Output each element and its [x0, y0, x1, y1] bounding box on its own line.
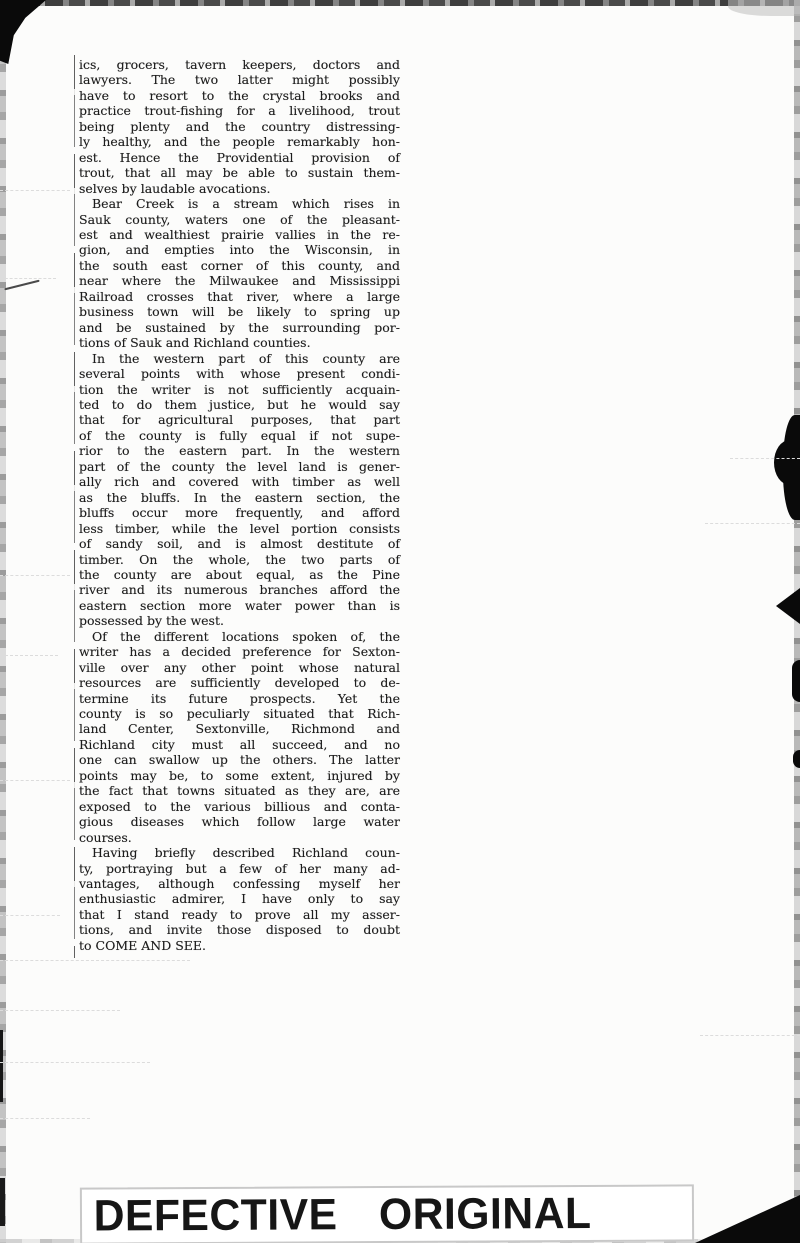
scan-artifact-left-streak: [0, 1030, 3, 1102]
article-line: less timber, while the level portion consists: [79, 520, 400, 536]
article-line: the county are about equal, as the Pine: [79, 566, 400, 582]
article-line: ics, grocers, tavern keepers, doctors and: [79, 57, 400, 72]
article-line: Richland city must all succeed, and no: [79, 736, 400, 752]
article-line: and be sustained by the surrounding por-: [79, 319, 400, 335]
fold-line: [0, 915, 60, 916]
scan-artifact-bottom-right-wedge: [695, 1195, 800, 1243]
fold-line: [700, 1035, 800, 1036]
scan-artifact-right-blob: [792, 660, 800, 702]
article-line: possessed by the west.: [79, 613, 224, 629]
article-line: land Center, Sextonville, Richmond and: [79, 721, 400, 737]
fold-line: [0, 780, 70, 781]
article-line: trout, that all may be able to sustain them-: [79, 165, 400, 181]
article-line: In the western part of this county are: [92, 350, 400, 366]
article-line: Bear Creek is a stream which rises in: [92, 196, 400, 212]
article-line: selves by laudable avocations.: [79, 180, 271, 196]
defective-original-label: DEFECTIVE ORIGINAL: [93, 1188, 592, 1241]
article-line: ted to do them justice, but he would say: [79, 396, 400, 412]
article-line: resources are sufficiently developed to de-: [79, 675, 400, 691]
scan-artifact-top-right-corner: [728, 0, 800, 16]
article-line: termine its future prospects. Yet the: [79, 690, 400, 706]
scan-artifact-right-blob: [774, 440, 800, 485]
fold-line: [0, 190, 70, 191]
fold-line: [0, 1118, 90, 1119]
article-line: being plenty and the country distressing-: [79, 118, 400, 134]
article-line: river and its numerous branches afford the: [79, 582, 400, 598]
article-line: exposed to the various billious and conta-: [79, 798, 400, 814]
article-line: near where the Milwaukee and Mississippi: [79, 273, 400, 289]
article-line: vantages, although confessing myself her: [79, 876, 400, 892]
article-line: tions, and invite those disposed to doubt: [79, 922, 400, 938]
fold-line: [0, 655, 58, 656]
article-line: county is so peculiarly situated that Rich-: [79, 706, 400, 722]
article-line: lawyers. The two latter might possibly: [79, 72, 400, 88]
article-line: of sandy soil, and is almost destitute of: [79, 536, 400, 552]
article-line: that I stand ready to prove all my asser-: [79, 906, 400, 922]
article-line: tions of Sauk and Richland counties.: [79, 335, 311, 351]
news-article-column: [79, 57, 400, 953]
defective-original-stamp: [80, 1184, 694, 1243]
scan-artifact-right-blob: [793, 750, 800, 768]
article-line: writer has a decided preference for Sexton-: [79, 644, 400, 660]
article-line: points may be, to some extent, injured by: [79, 767, 400, 783]
fold-line: [0, 960, 190, 961]
article-line: as the bluffs. In the eastern section, the: [79, 489, 400, 505]
fold-line: [0, 278, 56, 279]
article-line: one can swallow up the others. The latter: [79, 752, 400, 768]
article-line: ty, portraying but a few of her many ad-: [79, 860, 400, 876]
article-line: the fact that towns situated as they are, are: [79, 783, 400, 799]
scan-artifact-right-wedge: [776, 588, 800, 624]
article-line: bluffs occur more frequently, and afford: [79, 505, 400, 521]
article-line: est and wealthiest prairie vallies in the re-: [79, 226, 400, 242]
scan-artifact-left-streak: [0, 1178, 5, 1226]
article-line: gion, and empties into the Wisconsin, in: [79, 242, 400, 258]
article-line: business town will be likely to spring up: [79, 304, 400, 320]
article-line: ally rich and covered with timber as well: [79, 474, 400, 490]
fold-line: [0, 1062, 150, 1063]
article-line: rior to the eastern part. In the western: [79, 443, 400, 459]
article-line: Sauk county, waters one of the pleasant-: [79, 211, 400, 227]
article-line: the south east corner of this county, and: [79, 257, 400, 273]
article-line: enthusiastic admirer, I have only to say: [79, 891, 400, 907]
article-line: several points with whose present condi-: [79, 366, 400, 382]
scan-artifact-top-left-blob: [0, 0, 46, 64]
article-line: eastern section more water power than is: [79, 597, 400, 613]
article-line: ly healthy, and the people remarkably hon-: [79, 134, 400, 150]
article-line: of the county is fully equal if not supe-: [79, 427, 400, 443]
fold-line: [730, 458, 800, 459]
article-line: gious diseases which follow large water: [79, 814, 400, 830]
article-line: courses.: [79, 829, 132, 845]
article-line: Of the different locations spoken of, the: [92, 628, 400, 644]
article-line: practice trout-fishing for a livelihood, trout: [79, 103, 400, 119]
article-line: timber. On the whole, the two parts of: [79, 551, 400, 567]
scan-artifact-top-edge: [0, 0, 800, 6]
article-line: Having briefly described Richland coun-: [92, 845, 400, 861]
article-line: have to resort to the crystal brooks and: [79, 87, 400, 103]
article-line: to COME AND SEE.: [79, 937, 206, 953]
scan-artifact-pencil-mark: [4, 280, 39, 291]
article-line: part of the county the level land is gener-: [79, 458, 400, 474]
fold-line: [0, 575, 70, 576]
article-line: that for agricultural purposes, that part: [79, 412, 400, 428]
column-rule: [74, 55, 75, 958]
article-line: est. Hence the Providential provision of: [79, 149, 400, 165]
fold-line: [705, 523, 800, 524]
article-line: Railroad crosses that river, where a large: [79, 288, 400, 304]
article-line: tion the writer is not sufficiently acquain-: [79, 381, 400, 397]
fold-line: [0, 1010, 120, 1011]
article-line: ville over any other point whose natural: [79, 659, 400, 675]
